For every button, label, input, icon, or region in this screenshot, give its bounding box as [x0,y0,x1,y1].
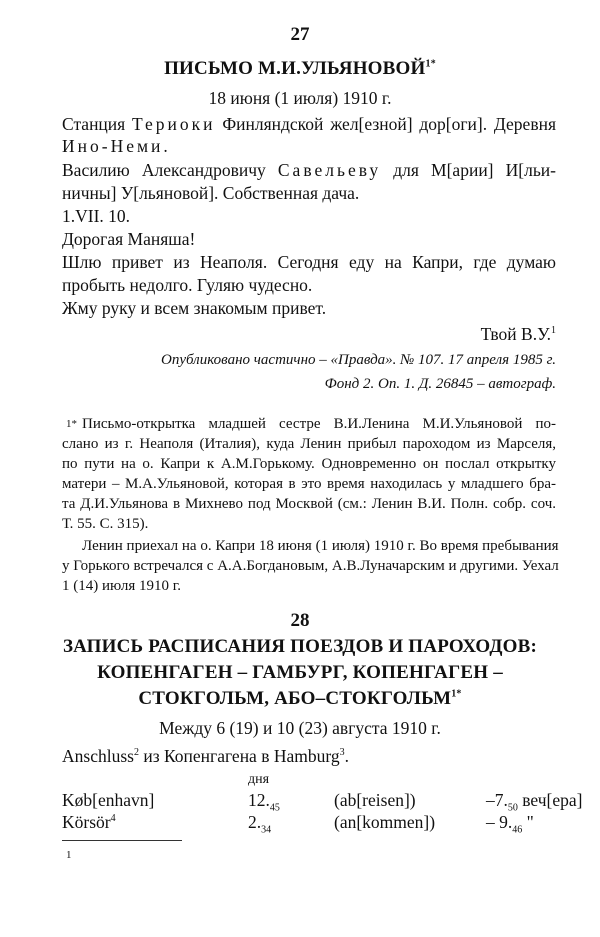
address-line-2: Ино-Неми. [62,136,171,156]
publication-info: Опубликовано частично – «Правда». № 107. 17 апреля 1985 г. [161,352,556,368]
time-note: " [522,812,534,832]
schedule-time [248,790,280,814]
time-hour: 2. [248,812,262,832]
footnote-mark: 1* [451,688,462,700]
time-minutes: 50 [507,802,518,814]
document-title-28-line-2: КОПЕНГАГЕН – ГАМБУРГ, КОПЕНГАГЕН – [97,662,503,683]
note-1-line-4: матери – М.А.Ульяновой, которая в это время находилась у младшего бра- [62,476,556,492]
spaced-text: Савельеву [277,160,382,180]
archive-info: Фонд 2. Оп. 1. Д. 26845 – автограф. [324,376,556,392]
text-part: Anschluss [62,746,134,766]
time-minutes: 34 [261,824,272,836]
schedule-place: Køb[enhavn] [62,790,155,810]
schedule-place [62,812,116,833]
footnote-mark: 1 [66,849,72,861]
time-hour: –7. [486,790,508,810]
letter-body-line-3: Жму руку и всем знакомым привет. [62,298,327,318]
note-1-line-5: та Д.И.Ульянова в Михнево под Москвой (см.: Ленин В.И. Полн. собр. соч. [62,496,556,512]
document-title-27 [0,58,600,80]
note-2-line-2: у Горького встречался с А.А.Богдановым, А.В.Луначарским и другими. Уехал [62,558,559,574]
address-line-1 [62,114,556,135]
document-number-28: 28 [290,610,310,631]
footnote-mark: 4 [110,813,116,825]
text-part: для М[арии] И[льи- [381,160,556,180]
letter-body-line-2: пробыть недолго. Гуляю чудесно. [62,275,313,295]
text-part: Станция [62,114,132,134]
time-minutes: 45 [269,802,280,814]
text-part: Финляндской жел[езной] дор[оги]. Деревня [215,114,556,134]
time-minutes: 46 [512,824,523,836]
document-title-28-line-3 [0,688,600,710]
address-line-4: ничны] У[льяновой]. Собственная дача. [62,183,360,203]
footnote-mark: 1 [551,325,556,337]
schedule-time [248,812,272,836]
address-line-3 [62,160,556,181]
title-text: ПИСЬМО М.И.УЛЬЯНОВОЙ [164,58,426,79]
schedule-intro [62,746,349,767]
text-part: из Копенгагена в Hamburg [138,746,340,766]
schedule-arrival [486,790,583,814]
text-part: Василию Александровичу [62,160,278,180]
letter-signature [481,324,556,345]
note-1-line-6: Т. 55. С. 315). [62,516,149,532]
letter-date: 1.VII. 10. [62,206,131,226]
note-mark: 1* [66,418,77,430]
time-note: веч[ера] [517,790,583,810]
document-date-28: Между 6 (19) и 10 (23) августа 1910 г. [159,718,441,738]
footnote-4-tail [62,926,556,927]
note-2-line-1: Ленин приехал на о. Капри 18 июня (1 июля) 1910 г. Во время пребывания [82,538,559,554]
footnote-mark: 2 [133,747,139,759]
footnote-divider [62,840,182,841]
schedule-arrival [486,812,534,836]
letter-body-line-1: Шлю привет из Неаполя. Сегодня еду на Капри, где думаю [62,252,556,272]
time-hour: 12. [248,790,270,810]
place-text: Körsör [62,812,111,832]
footnote-mark: 3 [339,747,345,759]
note-1-line-2: слано из г. Неаполя (Италия), куда Ленин прибыл пароходом из Марселя, [62,436,556,452]
letter-greeting: Дорогая Маняша! [62,229,196,249]
document-title-28-line-1: ЗАПИСЬ РАСПИСАНИЯ ПОЕЗДОВ И ПАРОХОДОВ: [62,636,538,657]
text-part: . [344,746,349,766]
document-number-27: 27 [290,24,310,45]
title-text: СТОКГОЛЬМ, АБО–СТОКГОЛЬМ [138,688,452,709]
note-2-line-3: 1 (14) июля 1910 г. [62,578,181,594]
schedule-column-header: дня [248,772,270,787]
time-hour: – 9. [486,812,513,832]
footnote-mark: 1* [425,58,436,70]
schedule-action: (an[kommen]) [334,812,436,832]
note-1-line-1: Письмо-открытка младшей сестре В.И.Ленина М.И.Ульяновой по- [82,416,556,432]
document-date-27: 18 июня (1 июля) 1910 г. [208,88,392,108]
schedule-action: (ab[reisen]) [334,790,416,810]
signature-text: Твой В.У. [480,324,551,344]
note-1-line-3: по пути на о. Капри к А.М.Горькому. Одновременно он послал открытку [62,456,556,472]
spaced-text: Териоки [132,114,216,134]
